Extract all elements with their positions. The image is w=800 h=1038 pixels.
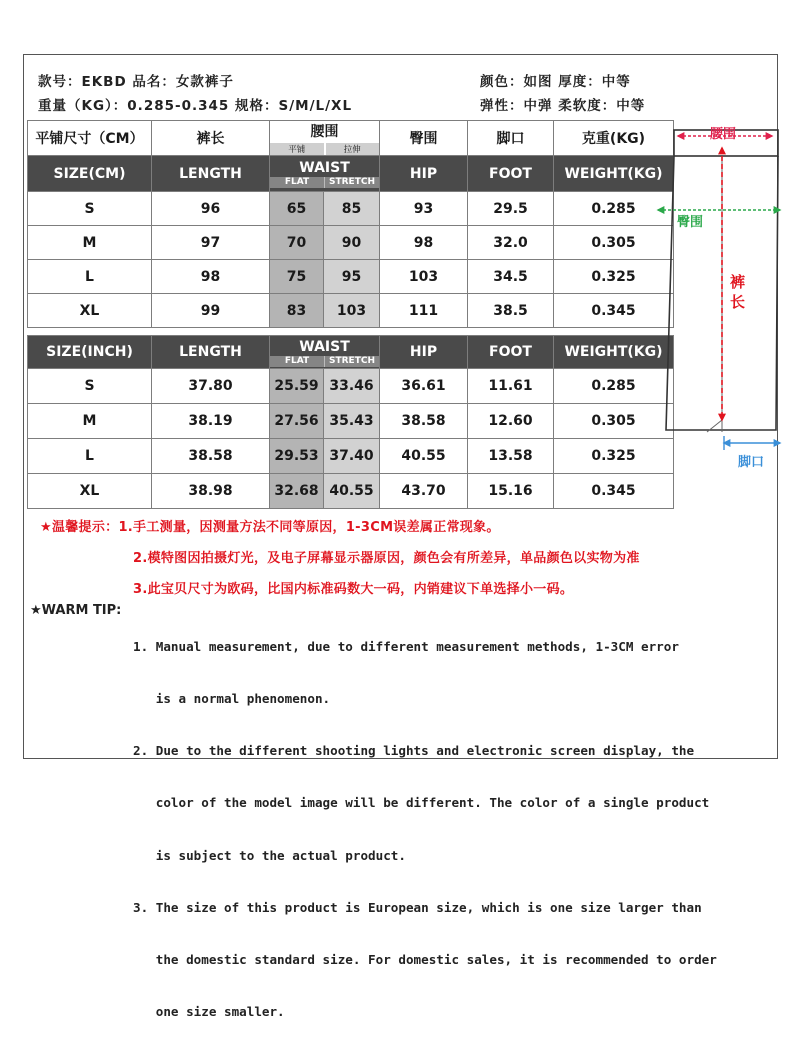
- cn-tip-2: 2.模特图因拍摄灯光，及电子屏幕显示器原因，颜色会有所差异，单品颜色以实物为准: [133, 551, 640, 566]
- warm-tip-line: is subject to the actual product.: [133, 847, 406, 863]
- foot-cell: 11.61: [468, 369, 554, 404]
- cn-tip-3: 3.此宝贝尺寸为欧码，比国内标准码数大一码，内销建议下单选择小一码。: [133, 582, 574, 597]
- hip-label-text: 臀围: [677, 215, 704, 230]
- size-header: SIZE(CM): [28, 156, 152, 192]
- size-cell: XL: [28, 294, 152, 328]
- stretch-label: STRETCH: [325, 356, 379, 367]
- table-row: [28, 192, 674, 226]
- length-cell: 38.98: [152, 474, 270, 509]
- weight-cell: 0.325: [554, 439, 674, 474]
- hip-header: HIP: [380, 336, 468, 369]
- flat-cell: 65: [270, 192, 324, 226]
- flat-cell: 75: [270, 260, 324, 294]
- size-cell: L: [28, 439, 152, 474]
- hip-cell: 103: [380, 260, 468, 294]
- cn-waist-label: 腰围: [310, 124, 339, 140]
- hip-cell: 36.61: [380, 369, 468, 404]
- flat-cell: 27.56: [270, 404, 324, 439]
- weight-header: WEIGHT(KG): [554, 336, 674, 369]
- pants-outline-figure: [652, 120, 782, 480]
- table-row: [28, 474, 674, 509]
- waist-label: WAIST: [299, 338, 350, 355]
- size-cell: S: [28, 192, 152, 226]
- flat-cell: 25.59: [270, 369, 324, 404]
- size-table-cm: [27, 120, 674, 328]
- weight-cell: 0.345: [554, 474, 674, 509]
- weight-cell: 0.325: [554, 260, 674, 294]
- foot-cell: 15.16: [468, 474, 554, 509]
- cn-flat-label: 平铺: [270, 143, 324, 155]
- hip-cell: 43.70: [380, 474, 468, 509]
- length-cell: 38.58: [152, 439, 270, 474]
- measurement-diagram: [652, 120, 782, 480]
- size-table-inch: [27, 335, 674, 509]
- table-row: [28, 404, 674, 439]
- waist-header: [270, 156, 380, 192]
- hip-cell: 111: [380, 294, 468, 328]
- foot-cell: 34.5: [468, 260, 554, 294]
- warm-tip-line: one size smaller.: [133, 1004, 285, 1020]
- weight-cell: 0.285: [554, 192, 674, 226]
- warm-tip-line: 3. The size of this product is European size, which is one size larger than: [133, 899, 702, 915]
- warm-tip-label: ★WARM TIP:: [30, 603, 122, 618]
- waist-label-text: 腰围: [710, 127, 737, 142]
- length-cell: 96: [152, 192, 270, 226]
- warm-tip-line: color of the model image will be different. The color of a single product: [133, 795, 710, 811]
- length-header: LENGTH: [152, 156, 270, 192]
- header-color-thickness: 颜色：如图 厚度：中等: [480, 74, 631, 90]
- cn-stretch-label: 拉伸: [326, 143, 380, 155]
- flat-cell: 70: [270, 226, 324, 260]
- warm-tip-line: is a normal phenomenon.: [133, 691, 331, 707]
- stretch-cell: 90: [324, 226, 380, 260]
- stretch-cell: 33.46: [324, 369, 380, 404]
- warm-tip-line: the domestic standard size. For domestic sales, it is recommended to order: [133, 952, 717, 968]
- hip-header: HIP: [380, 156, 468, 192]
- stretch-cell: 37.40: [324, 439, 380, 474]
- size-cell: M: [28, 404, 152, 439]
- weight-cell: 0.285: [554, 369, 674, 404]
- length-label-text-1: 裤: [730, 273, 746, 291]
- stretch-cell: 40.55: [324, 474, 380, 509]
- cn-header-row: [28, 121, 674, 156]
- table-row: [28, 226, 674, 260]
- length-cell: 99: [152, 294, 270, 328]
- foot-cell: 12.60: [468, 404, 554, 439]
- stretch-label: STRETCH: [325, 177, 379, 188]
- cn-length-header: 裤长: [152, 121, 270, 156]
- cn-foot-header: 脚口: [468, 121, 554, 156]
- stretch-cell: 95: [324, 260, 380, 294]
- weight-header: WEIGHT(KG): [554, 156, 674, 192]
- hip-cell: 98: [380, 226, 468, 260]
- warm-tip-text: [133, 603, 717, 1038]
- cn-size-header: 平铺尺寸（CM）: [28, 121, 152, 156]
- flat-cell: 32.68: [270, 474, 324, 509]
- length-cell: 98: [152, 260, 270, 294]
- warm-tip-line: 2. Due to the different shooting lights and electronic screen display, the: [133, 743, 695, 759]
- header-elastic-softness: 弹性：中弹 柔软度：中等: [480, 98, 646, 114]
- foot-cell: 32.0: [468, 226, 554, 260]
- foot-cell: 38.5: [468, 294, 554, 328]
- length-label-text-2: 长: [730, 293, 746, 311]
- stretch-cell: 103: [324, 294, 380, 328]
- foot-cell: 13.58: [468, 439, 554, 474]
- cn-waist-header: [270, 121, 380, 156]
- length-cell: 97: [152, 226, 270, 260]
- weight-cell: 0.305: [554, 226, 674, 260]
- table-row: [28, 260, 674, 294]
- header-style-name: 款号：EKBD 品名：女款裤子: [38, 74, 234, 90]
- length-header: LENGTH: [152, 336, 270, 369]
- cn-weight-header: 克重(KG): [554, 121, 674, 156]
- foot-cell: 29.5: [468, 192, 554, 226]
- table-row: [28, 439, 674, 474]
- flat-cell: 83: [270, 294, 324, 328]
- foot-header: FOOT: [468, 156, 554, 192]
- size-cell: M: [28, 226, 152, 260]
- hip-cell: 38.58: [380, 404, 468, 439]
- hip-cell: 40.55: [380, 439, 468, 474]
- flat-label: FLAT: [270, 177, 325, 188]
- header-weight-sizes: 重量（KG）：0.285-0.345 规格：S/M/L/XL: [38, 98, 353, 114]
- flat-cell: 29.53: [270, 439, 324, 474]
- warm-tip-line: 1. Manual measurement, due to different measurement methods, 1-3CM error: [133, 638, 679, 654]
- size-header: SIZE(INCH): [28, 336, 152, 369]
- waist-header: [270, 336, 380, 369]
- waist-label: WAIST: [299, 160, 350, 176]
- stretch-cell: 85: [324, 192, 380, 226]
- size-cell: XL: [28, 474, 152, 509]
- foot-label-text: 脚口: [738, 455, 765, 470]
- weight-cell: 0.305: [554, 404, 674, 439]
- length-cell: 37.80: [152, 369, 270, 404]
- header-row: [28, 156, 674, 192]
- size-cell: L: [28, 260, 152, 294]
- weight-cell: 0.345: [554, 294, 674, 328]
- header-row: [28, 336, 674, 369]
- cn-tip-1: ★温馨提示：1.手工测量，因测量方法不同等原因，1-3CM误差属正常现象。: [40, 520, 500, 535]
- length-cell: 38.19: [152, 404, 270, 439]
- table-row: [28, 294, 674, 328]
- size-cell: S: [28, 369, 152, 404]
- stretch-cell: 35.43: [324, 404, 380, 439]
- cn-hip-header: 臀围: [380, 121, 468, 156]
- hip-cell: 93: [380, 192, 468, 226]
- flat-label: FLAT: [270, 356, 325, 367]
- table-row: [28, 369, 674, 404]
- foot-header: FOOT: [468, 336, 554, 369]
